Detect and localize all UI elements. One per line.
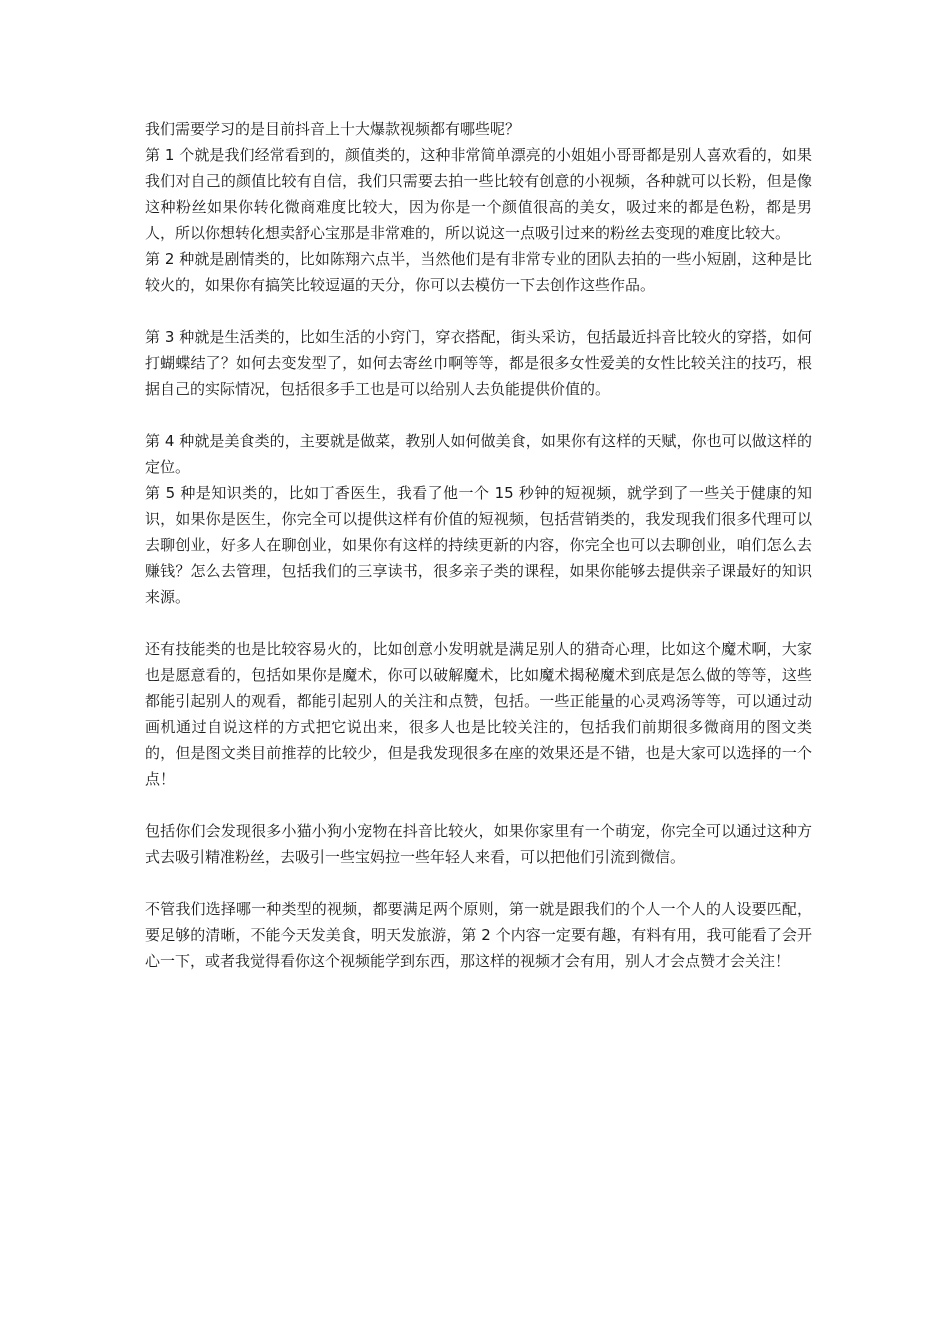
paragraph-principles: 不管我们选择哪一种类型的视频，都要满足两个原则，第一就是跟我们的个人一个人的人设要匹配，要足够的清晰，不能今天发美食，明天发旅游，第 2 个内容一定要有趣，有料有用，我可能看了会开心一下，或者我觉得看你这个视频能学到东西，那这样的视频才会有用，别人才会点赞才会关注！ [145,900,812,970]
paragraph-gap [145,610,812,636]
document-body [145,116,812,974]
paragraph-intro: 我们需要学习的是目前抖音上十大爆款视频都有哪些呢？ [145,120,521,138]
paragraph-type-5-knowledge: 第 5 种是知识类的，比如丁香医生，我看了他一个 15 秒钟的短视频，就学到了一些关于健康的知识，如果你是医生，你完全可以提供这样有价值的短视频，包括营销类的，我发现我们很多代理可以去聊创业，好多人在聊创业，如果你有这样的持续更新的内容，你完全也可以去聊创业，咱们怎么去赚钱？怎么去管理，包括我们的三享读书，很多亲子类的课程，如果你能够去提供亲子课最好的知识来源。 [145,484,812,606]
paragraph-type-3-lifestyle: 第 3 种就是生活类的，比如生活的小窍门，穿衣搭配，街头采访，包括最近抖音比较火的穿搭，如何打蝴蝶结了？如何去变发型了，如何去寄丝巾啊等等，都是很多女性爱美的女性比较关注的技巧，根据自己的实际情况，包括很多手工也是可以给别人去负能提供价值的。 [145,328,812,398]
paragraph-pets: 包括你们会发现很多小猫小狗小宠物在抖音比较火，如果你家里有一个萌宠，你完全可以通过这种方式去吸引精准粉丝，去吸引一些宝妈拉一些年轻人来看，可以把他们引流到微信。 [145,822,812,866]
paragraph-type-2-drama: 第 2 种就是剧情类的，比如陈翔六点半，当然他们是有非常专业的团队去拍的一些小短剧，这种是比较火的，如果你有搞笑比较逗逼的天分，你可以去模仿一下去创作这些作品。 [145,250,812,294]
paragraph-gap [145,298,812,324]
paragraph-type-4-food: 第 4 种就是美食类的，主要就是做菜，教别人如何做美食，如果你有这样的天赋，你也可以做这样的定位。 [145,432,812,476]
paragraph-gap [145,870,812,896]
paragraph-type-1-appearance: 第 1 个就是我们经常看到的，颜值类的，这种非常简单漂亮的小姐姐小哥哥都是别人喜欢看的，如果我们对自己的颜值比较有自信，我们只需要去拍一些比较有创意的小视频，各种就可以长粉，但是像这种粉丝如果你转化微商难度比较大，因为你是一个颜值很高的美女，吸过来的都是色粉，都是男人，所以你想转化想卖舒心宝那是非常难的，所以说这一点吸引过来的粉丝去变现的难度比较大。 [145,146,812,242]
paragraph-skills: 还有技能类的也是比较容易火的，比如创意小发明就是满足别人的猎奇心理，比如这个魔术啊，大家也是愿意看的，包括如果你是魔术，你可以破解魔术，比如魔术揭秘魔术到底是怎么做的等等，这些都能引起别人的观看，都能引起别人的关注和点赞，包括。一些正能量的心灵鸡汤等等，可以通过动画机通过自说这样的方式把它说出来，很多人也是比较关注的，包括我们前期很多微商用的图文类的，但是图文类目前推荐的比较少，但是我发现很多在座的效果还是不错，也是大家可以选择的一个点！ [145,640,812,788]
paragraph-gap [145,402,812,428]
paragraph-gap [145,792,812,818]
